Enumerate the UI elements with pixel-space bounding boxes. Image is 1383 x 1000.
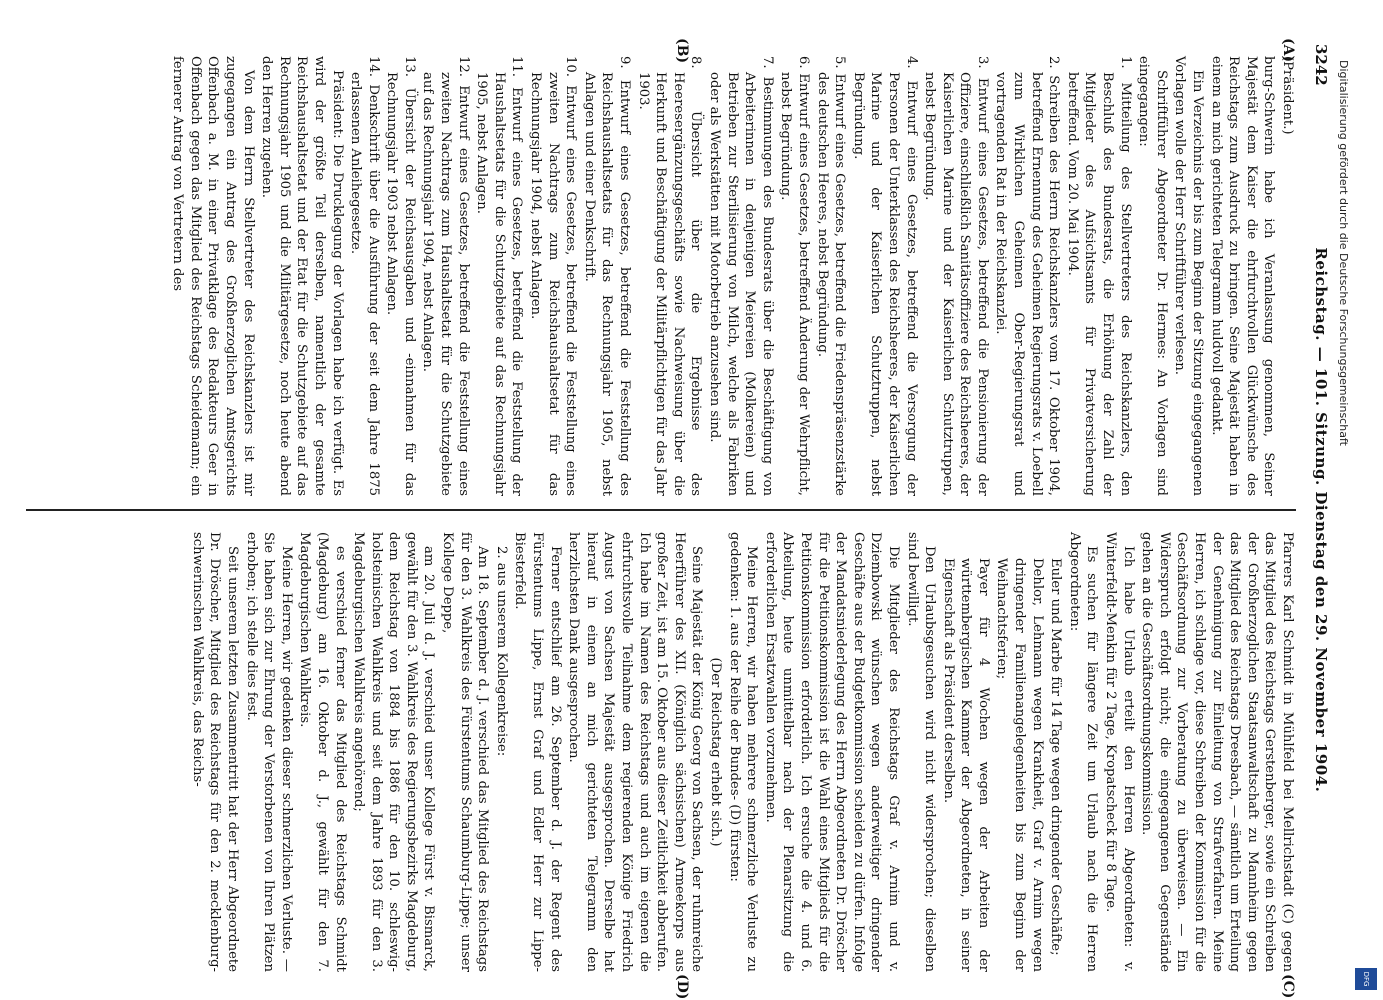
dfg-logo: DFG — [1355, 968, 1377, 990]
list-item: Euler und Marbe für 14 Tage wegen dringender Geschäfte; — [1048, 558, 1064, 956]
list-item: 5. Entwurf eines Gesetzes, betreffend die Friedenspräsenzstärke des deutschen Heeres, nebst Begründung. — [814, 56, 848, 496]
paragraph: Es suchen für längere Zeit um Urlaub nach die Herren Abgeordneten: — [1066, 532, 1100, 972]
list-item: 3. Entwurf eines Gesetzes, betreffend die Pensionierung der Offiziere, einschließlich Sanitätsoffiziere des Reichsheeres, der Kaiserlichen Marine und der Kaiserlichen Schutztruppen, nebst Begründung. — [922, 56, 990, 496]
margin-marker-c: (C) — [1280, 974, 1296, 999]
paragraph: Von dem Herrn Stellvertreter des Reichskanzlers ist mir zugegangen ein Antrag des Großherzoglichen Amtsgerichts Offenbach a. M. in einer Privatklage des Redakteurs Geer in Offenbach gegen das Mitglied des Reichstags Scheidemann; ein fernerer Antrag von Vertretern des — [170, 56, 256, 496]
list-item: 13. Übersicht der Reichsausgaben und -einnahmen für das Rechnungsjahr 1903 nebst Anlagen. — [384, 56, 417, 496]
list-item: Payer für 4 Wochen wegen der Arbeiten der württembergischen Kammer der Abgeordneten, in seiner Eigenschaft als Präsident derselben. — [940, 558, 991, 972]
list-item: 2. Schreiben des Herrn Reichskanzlers vom 17. Oktober 1904, betreffend Ernennung des Geheimen Regierungsrats v. Loebell zum Wirklichen Geheimen Ober-Regierungsrat und vortragenden Rat in der Reichskanzlei. — [993, 56, 1062, 496]
list-item: 9. Entwurf eines Gesetzes, betreffend die Feststellung des Reichshaushaltsetats für das Rechnungsjahr 1905, nebst Anlagen und einer Denkschrift. — [581, 56, 633, 496]
paragraph: 2. aus unserem Kollegenkreise: — [493, 546, 509, 757]
margin-marker-b: (B) — [674, 38, 690, 64]
paragraph: Meine Herren, wir gedenken dieser schmerzlichen Verluste. — Sie haben sich zur Ehrung der Verstorbenen von Ihren Plätzen erhoben; ich stelle dies fest. — [243, 532, 294, 972]
list-item: 14. Denkschrift über die Ausführung der seit dem Jahre 1875 erlassenen Anleihegesetze. — [348, 56, 381, 496]
margin-marker-a: (A) — [1280, 38, 1296, 63]
list-item: 6. Entwurf eines Gesetzes, betreffend Änderung der Wehrpflicht, nebst Begründung. — [778, 56, 811, 496]
list-item: 11. Entwurf eines Gesetzes, betreffend die Feststellung der Haushaltsetats für die Schutzgebiete auf das Rechnungsjahr 1905, nebst Anlagen. — [474, 56, 525, 496]
paragraph: am 20. Juli d. J. verschied unser Kollege Fürst v. Bismarck, gewählt für den 3. Wahlkreis des Regierungsbezirks Magdeburg, dem Reichstag von 1884 bis 1886 für den 10. schleswig-holsteinischen Wahlkreis und seit dem Jahre 1893 für den 3. Magdeburgischen Wahlkreis angehörend; — [351, 532, 437, 972]
list-item: 8. Übersicht über die Ergebnisse des Heeresergänzungsgeschäfts sowie Nachweisung über die Herkunft und Beschäftigung der Militärpflichtigen für das Jahr 1903. — [635, 56, 704, 496]
page-header — [1300, 44, 1330, 994]
paragraph: Ferner entschlief am 26. September d. J. der Regent des Fürstentums Lippe, Ernst Graf und Edler Herr zur Lippe-Biesterfeld. — [512, 532, 563, 972]
page-title: Reichstag. — 101. Sitzung. Dienstag den 29. November 1904. — [1312, 247, 1330, 793]
paragraph: Pfarrers Karl Schmidt in Mühlfeld bei Mellrichstadt (C) gegen das Mitglied des Reichstags Gerstenberger, sowie ein Schreiben der Großherzoglichen Staatsanwaltschaft zu Mannheim gegen das Mitglied des Reichstags Dreesbach, — sämtlich um Erteilung der Genehmigung zur Einleitung von Strafverfahren. Meine Herren, ich schlage vor, diese Schreiben der Kommission für die Geschäftsordnung zur Vorberatung zu überweisen. — Ein Widerspruch erfolgt nicht; die eingegangenen Gegenstände gehen an die Geschäftsordnungskommission. — [1139, 532, 1295, 972]
list-item: 1. Mitteilung des Stellvertreters des Reichskanzlers, den Beschluß des Bundesrats, die Erhöhung der Zahl der Mitglieder des Aufsichtsamts für Privatversicherung betreffend. Vom 20. Mai 1904. — [1064, 56, 1133, 496]
left-column — [168, 56, 1296, 496]
document-page — [20, 38, 1330, 1000]
paragraph: es verschied ferner das Mitglied des Reichstags Schmidt (Magdeburg) am 16. Oktober d. J., gewählt für den 7. Magdeburgischen Wahlkreis. — [297, 532, 348, 972]
column-divider — [26, 509, 1296, 511]
paragraph: Ich habe Urlaub erteilt den Herren Abgeordneten: v. Winterfeldt-Menkin für 2 Tage, Kropatscheck für 8 Tage. — [1103, 532, 1136, 972]
paragraph: burg-Schwerin habe ich Veranlassung genommen, Seiner Majestät dem Kaiser die ehrfurchtvollen Glückwünsche des Reichstags zum Ausdruck zu bringen. Seine Majestät haben in einem an mich gerichteten Telegramm huldvoll gedankt. — [1208, 56, 1277, 496]
margin-marker-d: (D) — [674, 974, 690, 1000]
digitization-credit: Digitalisierung gefördert durch die Deutsche Forschungsgemeinschaft — [1337, 60, 1350, 446]
list-item: 7. Bestimmungen des Bundesrats über die Beschäftigung von Arbeiterinnen in denjenigen Meiereien (Molkereien) und Betrieben zur Sterilisierung von Milch, welche als Fabriken oder als Werkstätten mit Motorbetrieb anzusehen sind. — [707, 56, 775, 496]
paragraph: Präsident: Die Drucklegung der Vorlagen habe ich verfügt. Es wird der größte Teil derselben, namentlich der gesamte Reichshaushaltsetat und der Etat für die Schutzgebiete auf das Rechnungsjahr 1905 und die Militärgesetze, noch heute abend den Herren zugehen. — [259, 56, 345, 496]
paragraph: Die Mitglieder des Reichstags Graf v. Arnim und v. Dziembowski wünschen wegen anderweitiger dringender Geschäfte aus der Budgetkommission scheiden zu dürfen. Infolge der Mandatsniederlegung des Herrn Abgeordneten Dr. Dröscher für die Petitionskommission ist die Wahl eines Mitglieds für die Petitionskommission erforderlich. Ich ersuche die 4. und 6. Abteilung, heute unmittelbar nach der Plenarsitzung die erforderlichen Ersatzwahlen vorzunehmen. — [762, 532, 901, 972]
paragraph: Seine Majestät der König Georg von Sachsen, der ruhmreiche Heerführer des XII. (Königlich sächsischen) Armeekorps aus großer Zeit, ist am 15. Oktober aus dieser Zeitlichkeit abberufen. Ich habe im Namen des Reichstags und auch im eigenen die ehrfurchtsvolle Teilnahme dem regierenden Könige Friedrich August von Sachsen Majestät ausgesprochen. Derselbe hat hierauf in einem an mich gerichteten Telegramm den herzlichsten Dank ausgesprochen. — [566, 532, 705, 972]
paragraph: Meine Herren, wir haben mehrere schmerzliche Verluste zu gedenken: 1. aus der Reihe der Bundes- (D) fürsten: — [726, 532, 760, 972]
list-item: Dehlor, Lehmann wegen Krankheit, Graf v. Arnim wegen dringender Familienangelegenheiten bis zum Beginn der Weihnachtsferien; — [994, 558, 1045, 972]
list-item: 12. Entwurf eines Gesetzes, betreffend die Feststellung eines zweiten Nachtrags zum Haushaltsetat für die Schutzgebiete auf das Rechnungsjahr 1904, nebst Anlagen. — [420, 56, 471, 496]
right-column — [187, 532, 1296, 972]
paragraph: Schriftführer Abgeordneter Dr. Hermes: An Vorlagen sind eingegangen: — [1136, 56, 1169, 496]
paragraph: Ein Verzeichnis der bis zum Beginn der Sitzung eingegangenen Vorlagen wolle der Herr Schriftführer verlesen. — [1172, 56, 1206, 496]
paragraph: Seit unserem letzten Zusammentritt hat der Herr Abgeordnete Dr. Dröscher, Mitglied des Reichstags für den 2. mecklenburg-schwerinschen Wahlkreis, das Reichs- — [189, 532, 240, 972]
list-item: 10. Entwurf eines Gesetzes, betreffend die Feststellung eines zweiten Nachtrags zum Reichshaushaltsetat für das Rechnungsjahr 1904, nebst Anlagen. — [528, 56, 579, 496]
paragraph: Am 18. September d. J. verschied das Mitglied des Reichstags für den 3. Wahlkreis des Fürstentums Schaumburg-Lippe; unser Kollege Deppe, — [440, 532, 491, 972]
page-number: 3242 — [1312, 44, 1330, 86]
paragraph: Den Urlaubsgesuchen wird nicht widersprochen; dieselben sind bewilligt. — [904, 532, 938, 972]
list-item: 4. Entwurf eines Gesetzes, betreffend die Versorgung der Personen der Unterklassen des Reichsheeres, der Kaiserlichen Marine und der Kaiserlichen Schutztruppen, nebst Begründung. — [850, 56, 919, 496]
stage-direction: (Der Reichstag erhebt sich.) — [708, 657, 723, 847]
paragraph: (Präsident.) — [1280, 56, 1295, 135]
